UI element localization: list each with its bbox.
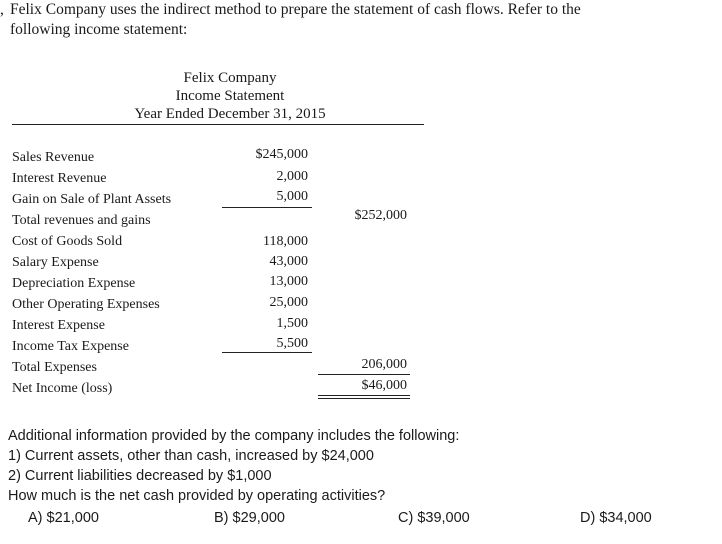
row-col1: 5,000 (276, 189, 308, 204)
option-b[interactable]: B) $29,000 (214, 510, 285, 526)
subtotal-rule (222, 207, 312, 208)
row-label: Cost of Goods Sold (12, 234, 123, 249)
row-label: Gain on Sale of Plant Assets (12, 192, 172, 207)
row-col2: $252,000 (354, 208, 407, 223)
row-col1: 43,000 (269, 254, 308, 269)
row-col2: 206,000 (361, 357, 407, 372)
option-c[interactable]: C) $39,000 (398, 510, 470, 526)
row-col1: 5,500 (276, 336, 308, 351)
header-rule (12, 124, 424, 125)
row-label: Interest Expense (12, 318, 105, 333)
additional-intro: Additional information provided by the company includes the following: (8, 428, 460, 444)
row-label: Income Tax Expense (12, 339, 129, 354)
row-label: Depreciation Expense (12, 276, 136, 291)
row-col1: 2,000 (276, 169, 308, 184)
row-col1: 25,000 (269, 295, 308, 310)
question-ask: How much is the net cash provided by operating activities? (8, 488, 386, 504)
subtotal-rule (222, 352, 312, 353)
row-label: Net Income (loss) (12, 381, 113, 396)
row-col2: $46,000 (361, 378, 407, 393)
total-rule (318, 374, 410, 375)
question-line-2: following income statement: (10, 21, 188, 38)
row-col1: 118,000 (263, 234, 308, 249)
double-rule-top (318, 395, 410, 396)
double-rule-bottom (318, 398, 410, 399)
row-label: Salary Expense (12, 255, 99, 270)
statement-period: Year Ended December 31, 2015 (134, 106, 326, 122)
row-col1: $245,000 (255, 147, 308, 162)
additional-item-1: 1) Current assets, other than cash, increased by $24,000 (8, 448, 374, 464)
option-d[interactable]: D) $34,000 (580, 510, 652, 526)
row-label: Total Expenses (12, 360, 97, 375)
row-label: Interest Revenue (12, 171, 107, 186)
additional-item-2: 2) Current liabilities decreased by $1,000 (8, 468, 272, 484)
statement-company: Felix Company (183, 70, 277, 86)
question-line-1: Felix Company uses the indirect method to prepare the statement of cash flows. Refer to the (10, 1, 581, 18)
question-number-mark: , (0, 1, 4, 18)
statement-title: Income Statement (175, 88, 285, 104)
row-label: Total revenues and gains (12, 213, 151, 228)
row-col1: 13,000 (269, 274, 308, 289)
row-label: Other Operating Expenses (12, 297, 160, 312)
option-a[interactable]: A) $21,000 (28, 510, 99, 526)
row-col1: 1,500 (276, 316, 308, 331)
row-label: Sales Revenue (12, 150, 95, 165)
